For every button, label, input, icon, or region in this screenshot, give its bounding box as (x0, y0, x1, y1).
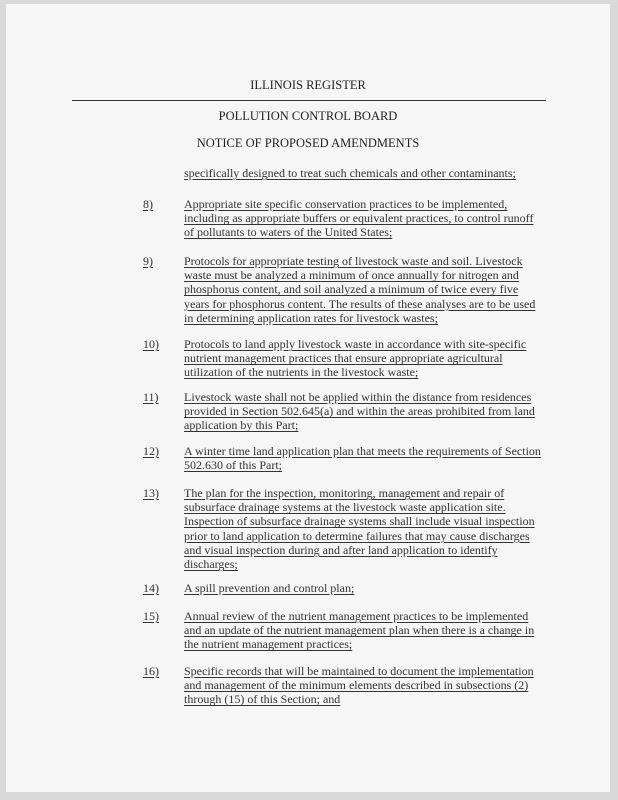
item-number: 11) (143, 390, 159, 404)
item-text: Annual review of the nutrient management practices to be implemented and an update of the nutrient management plan when there is a change in the nutrient management practices; (184, 609, 535, 652)
item-text: Livestock waste shall not be applied within the distance from residences provided in Section 502.645(a) and within the areas prohibited from land application by this Part; (184, 390, 535, 433)
item-number: 10) (143, 337, 159, 351)
item-text: Protocols for appropriate testing of livestock waste and soil. Livestock waste must be analyzed a minimum of once annually for nitrogen and phosphorus content, and soil analyzed a minimum of twice every five years for phosphorus content. The results of these analyses are to be used in determining application rates for livestock wastes; (184, 254, 536, 325)
item-number: 9) (143, 254, 153, 268)
register-title: ILLINOIS REGISTER (250, 78, 366, 92)
item-text: A spill prevention and control plan; (184, 581, 355, 595)
item-number: 16) (143, 664, 159, 678)
item-text: Appropriate site specific conservation practices to be implemented, including as appropriate buffers or equivalent practices, to control runoff of pollutants to waters of the United States; (184, 197, 534, 240)
item-number: 14) (143, 581, 159, 595)
agency-title: POLLUTION CONTROL BOARD (218, 109, 398, 123)
item-text: Specific records that will be maintained to document the implementation and management of the minimum elements described in subsections (2) through (15) of this Section; and (184, 664, 534, 707)
item-number: 8) (143, 197, 153, 211)
item-number: 13) (143, 486, 159, 500)
item-text: A winter time land application plan that meets the requirements of Section 502.630 of this Part; (184, 444, 541, 473)
item-text: The plan for the inspection, monitoring, management and repair of subsurface drainage systems at the livestock waste application site. Inspection of subsurface drainage systems shall include visual inspection prior to land application to determine failures that may cause discharges and visual inspection during and after land application to identify discharges; (184, 486, 535, 572)
item-number: 15) (143, 609, 159, 623)
document-page (6, 4, 610, 792)
notice-title: NOTICE OF PROPOSED AMENDMENTS (196, 136, 420, 150)
item-number: 12) (143, 444, 159, 458)
header-rule (72, 100, 546, 101)
continuation-text: specifically designed to treat such chemicals and other contaminants; (184, 166, 516, 180)
item-text: Protocols to land apply livestock waste in accordance with site-specific nutrient management practices that ensure appropriate agricultural utilization of the nutrients in the livestock waste; (184, 337, 527, 380)
